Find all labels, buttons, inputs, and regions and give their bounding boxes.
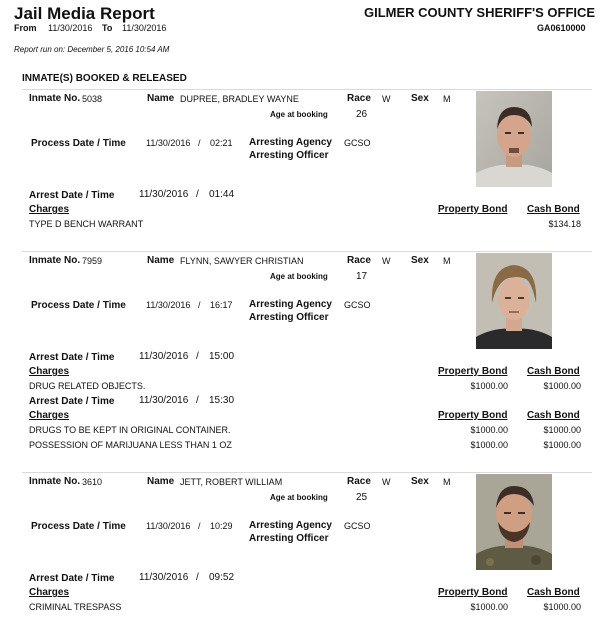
charge-text: DRUGS TO BE KEPT IN ORIGINAL CONTAINER. [29, 425, 231, 435]
mugshot-photo [476, 253, 552, 349]
race-value: W [382, 477, 391, 487]
arrest-dt-label: Arrest Date / Time [29, 396, 115, 407]
inmate-no-label: Inmate No. [29, 93, 81, 104]
slash: / [198, 521, 201, 531]
agency-code: GA0610000 [537, 23, 586, 33]
charges-label: Charges [29, 410, 70, 421]
age-value: 17 [356, 271, 368, 282]
to-label: To [102, 23, 113, 33]
process-date: 11/30/2016 [146, 300, 191, 310]
from-label: From [14, 23, 37, 33]
inmate-name: DUPREE, BRADLEY WAYNE [180, 94, 299, 104]
age-label: Age at booking [270, 493, 328, 502]
age-value: 25 [356, 492, 368, 503]
property-bond-label: Property Bond [438, 204, 508, 215]
report-run-on: Report run on: December 5, 2016 10:54 AM [14, 45, 170, 54]
arrest-date: 11/30/2016 [139, 395, 189, 406]
cash-bond-label: Cash Bond [527, 204, 580, 215]
arresting-agency-label: Arresting Agency [249, 137, 332, 148]
arresting-agency-label: Arresting Agency [249, 299, 332, 310]
process-time: 16:17 [210, 300, 233, 310]
property-bond-label: Property Bond [438, 410, 508, 421]
arresting-agency: GCSO [344, 300, 371, 310]
name-label: Name [147, 476, 175, 487]
age-value: 26 [356, 109, 368, 120]
cash-bond-label: Cash Bond [527, 410, 580, 421]
charge-text: DRUG RELATED OBJECTS. [29, 381, 146, 391]
inmate-no: 5038 [82, 94, 103, 104]
process-time: 10:29 [210, 521, 233, 531]
race-value: W [382, 94, 391, 104]
process-date: 11/30/2016 [146, 521, 191, 531]
inmate-no-label: Inmate No. [29, 255, 81, 266]
arresting-agency-label: Arresting Agency [249, 520, 332, 531]
office-name: GILMER COUNTY SHERIFF'S OFFICE [364, 5, 596, 20]
arrest-date: 11/30/2016 [139, 189, 189, 200]
arrest-date: 11/30/2016 [139, 572, 189, 583]
charge-text: TYPE D BENCH WARRANT [29, 219, 144, 229]
process-time: 02:21 [210, 138, 233, 148]
name-label: Name [147, 255, 175, 266]
sex-label: Sex [411, 93, 429, 104]
race-value: W [382, 256, 391, 266]
age-label: Age at booking [270, 110, 328, 119]
arrest-dt-label: Arrest Date / Time [29, 352, 115, 363]
age-label: Age at booking [270, 272, 328, 281]
cash-bond-value: $1000.00 [543, 440, 581, 450]
arresting-agency: GCSO [344, 521, 371, 531]
arrest-dt-label: Arrest Date / Time [29, 573, 115, 584]
arresting-officer-label: Arresting Officer [249, 533, 329, 544]
mugshot-photo [476, 474, 552, 570]
arresting-agency: GCSO [344, 138, 371, 148]
inmate-no-label: Inmate No. [29, 476, 81, 487]
sex-label: Sex [411, 476, 429, 487]
cash-bond-value: $1000.00 [543, 425, 581, 435]
process-dt-label: Process Date / Time [31, 300, 126, 311]
sex-value: M [443, 94, 451, 104]
slash: / [196, 395, 199, 406]
arrest-time: 15:00 [209, 351, 235, 362]
cash-bond-label: Cash Bond [527, 587, 580, 598]
arrest-time: 09:52 [209, 572, 235, 583]
slash: / [196, 189, 199, 200]
charges-label: Charges [29, 587, 70, 598]
arrest-time: 15:30 [209, 395, 235, 406]
property-bond-label: Property Bond [438, 587, 508, 598]
divider [22, 251, 592, 252]
charges-label: Charges [29, 366, 70, 377]
slash: / [196, 351, 199, 362]
divider [22, 89, 592, 90]
to-date: 11/30/2016 [122, 23, 167, 33]
slash: / [198, 138, 201, 148]
sex-label: Sex [411, 255, 429, 266]
race-label: Race [347, 476, 371, 487]
process-dt-label: Process Date / Time [31, 521, 126, 532]
sex-value: M [443, 477, 451, 487]
cash-bond-value: $1000.00 [543, 602, 581, 612]
sex-value: M [443, 256, 451, 266]
mugshot-photo [476, 91, 552, 187]
section-title: INMATE(S) BOOKED & RELEASED [22, 73, 187, 84]
race-label: Race [347, 93, 371, 104]
from-date: 11/30/2016 [48, 23, 93, 33]
inmate-name: FLYNN, SAWYER CHRISTIAN [180, 256, 304, 266]
charges-label: Charges [29, 204, 70, 215]
cash-bond-label: Cash Bond [527, 366, 580, 377]
inmate-name: JETT, ROBERT WILLIAM [180, 477, 283, 487]
divider [22, 472, 592, 473]
arresting-officer-label: Arresting Officer [249, 150, 329, 161]
arrest-dt-label: Arrest Date / Time [29, 190, 115, 201]
property-bond-value: $1000.00 [470, 440, 508, 450]
property-bond-value: $1000.00 [470, 381, 508, 391]
charge-text: CRIMINAL TRESPASS [29, 602, 122, 612]
slash: / [196, 572, 199, 583]
inmate-no: 7959 [82, 256, 103, 266]
arresting-officer-label: Arresting Officer [249, 312, 329, 323]
process-dt-label: Process Date / Time [31, 138, 126, 149]
name-label: Name [147, 93, 175, 104]
cash-bond-value: $134.18 [548, 219, 581, 229]
charge-text: POSSESSION OF MARIJUANA LESS THAN 1 OZ [29, 440, 232, 450]
cash-bond-value: $1000.00 [543, 381, 581, 391]
arrest-date: 11/30/2016 [139, 351, 189, 362]
property-bond-value: $1000.00 [470, 602, 508, 612]
arrest-time: 01:44 [209, 189, 235, 200]
process-date: 11/30/2016 [146, 138, 191, 148]
inmate-no: 3610 [82, 477, 103, 487]
report-title: Jail Media Report [14, 4, 155, 23]
slash: / [198, 300, 201, 310]
property-bond-label: Property Bond [438, 366, 508, 377]
race-label: Race [347, 255, 371, 266]
property-bond-value: $1000.00 [470, 425, 508, 435]
